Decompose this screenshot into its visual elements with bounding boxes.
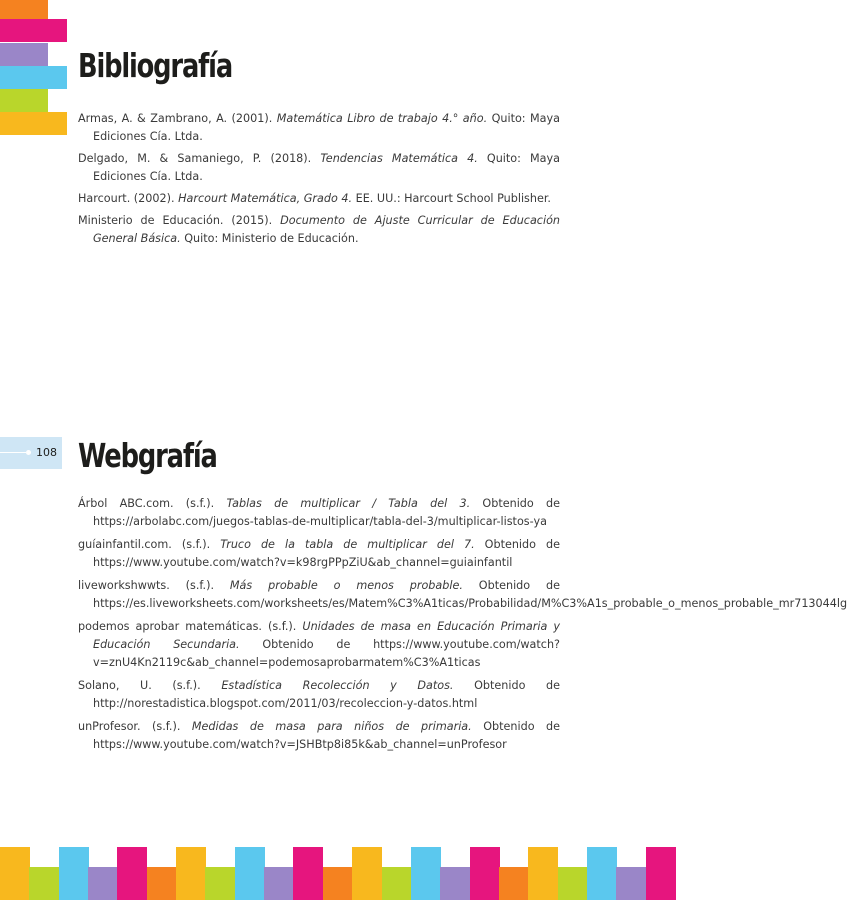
reference-author-year: podemos aprobar matemáticas. (s.f.). — [78, 620, 303, 633]
bibliography-list — [78, 110, 560, 252]
reference-source: Obtenido de https://www.youtube.com/watch?v=znU4Kn2119c&ab_channel=podemosaprobarmatem%C3%A1ticas — [93, 638, 560, 669]
reference-title: Estadística Recolección y Datos. — [221, 679, 454, 692]
reference-author-year: guíainfantil.com. (s.f.). — [78, 538, 221, 551]
reference-author-year: Árbol ABC.com. (s.f.). — [78, 497, 227, 510]
reference-entry — [78, 190, 560, 208]
decor-bottom-stripe — [323, 867, 353, 900]
reference-entry — [78, 718, 560, 754]
reference-entry — [78, 150, 560, 186]
bibliography-heading: Bibliografía — [78, 46, 233, 85]
page-number: 108 — [36, 446, 57, 459]
reference-title: Tablas de multiplicar / Tabla del 3. — [226, 497, 471, 510]
page-number-tab — [0, 437, 62, 469]
reference-source: Quito: Maya Ediciones Cía. Ltda. — [93, 112, 560, 143]
reference-source: Obtenido de https://es.liveworksheets.com/worksheets/es/Matem%C3%A1ticas/Probabilidad/M%C3%A1s_probable_o_menos_probable_mr713044lg — [93, 579, 847, 610]
decor-bottom-stripe — [264, 867, 294, 900]
decor-bottom-stripe — [0, 847, 30, 900]
reference-entry — [78, 618, 560, 672]
decor-bottom-stripe — [616, 867, 646, 900]
reference-title: Tendencias Matemática 4. — [320, 152, 478, 165]
decor-bottom-stripe — [88, 867, 118, 900]
decor-bottom-stripe — [587, 847, 617, 900]
reference-entry — [78, 212, 560, 248]
decor-stripe-lime — [0, 89, 48, 112]
reference-title: Unidades de masa en Educación Primaria y Educación Secundaria. — [93, 620, 560, 651]
reference-title: Harcourt Matemática, Grado 4. — [178, 192, 353, 205]
decor-bottom-stripe — [176, 847, 206, 900]
decor-bottom-stripe — [59, 847, 89, 900]
reference-author-year: liveworkshwwts. (s.f.). — [78, 579, 230, 592]
reference-author-year: Delgado, M. & Samaniego, P. (2018). — [78, 152, 321, 165]
webography-heading: Webgrafía — [78, 436, 217, 475]
reference-title: Matemática Libro de trabajo 4.° año. — [276, 112, 488, 125]
decor-stripe-magenta — [0, 19, 67, 42]
reference-author-year: unProfesor. (s.f.). — [78, 720, 192, 733]
reference-author-year: Ministerio de Educación. (2015). — [78, 214, 281, 227]
decor-bottom-stripe — [440, 867, 470, 900]
decor-bottom-stripe — [147, 867, 177, 900]
decor-stripe-yellow — [0, 112, 67, 135]
reference-title: Medidas de masa para niños de primaria. — [191, 720, 472, 733]
decor-bottom-stripe — [29, 867, 59, 900]
reference-source: EE. UU.: Harcourt School Publisher. — [352, 192, 551, 205]
reference-entry — [78, 677, 560, 713]
reference-entry — [78, 577, 847, 613]
decor-stripe-purple — [0, 43, 48, 66]
reference-source: Obtenido de http://norestadistica.blogspot.com/2011/03/recoleccion-y-datos.html — [93, 679, 561, 710]
reference-title: Truco de la tabla de multiplicar del 7. — [220, 538, 475, 551]
decor-stripe-cyan — [0, 66, 67, 89]
reference-source: Quito: Maya Ediciones Cía. Ltda. — [93, 152, 561, 183]
reference-entry — [78, 110, 560, 146]
decor-bottom-stripe — [352, 847, 382, 900]
webography-list — [78, 495, 847, 759]
reference-title: Documento de Ajuste Curricular de Educación General Básica. — [93, 214, 561, 245]
decor-bottom-stripe — [528, 847, 558, 900]
reference-source: Obtenido de https://arbolabc.com/juegos-tablas-de-multiplicar/tabla-del-3/multiplicar-listos-ya — [93, 497, 561, 528]
page-tab-line — [0, 452, 26, 453]
reference-title: Más probable o menos probable. — [229, 579, 463, 592]
reference-author-year: Harcourt. (2002). — [78, 192, 179, 205]
decor-bottom-stripe — [235, 847, 265, 900]
decor-bottom-stripe — [117, 847, 147, 900]
decor-bottom-stripe — [293, 847, 323, 900]
reference-author-year: Armas, A. & Zambrano, A. (2001). — [78, 112, 277, 125]
reference-entry — [78, 536, 560, 572]
reference-source: Obtenido de https://www.youtube.com/watch?v=JSHBtp8i85k&ab_channel=unProfesor — [93, 720, 560, 751]
decor-bottom-stripe — [411, 847, 441, 900]
page-tab-dot — [26, 450, 31, 455]
decor-bottom-stripe — [646, 847, 676, 900]
decor-bottom-stripe — [499, 867, 529, 900]
reference-entry — [78, 495, 560, 531]
decor-bottom-stripe — [470, 847, 500, 900]
reference-source: Obtenido de https://www.youtube.com/watch?v=k98rgPPpZiU&ab_channel=guiainfantil — [93, 538, 561, 569]
reference-source: Quito: Ministerio de Educación. — [180, 232, 359, 245]
decor-bottom-stripes — [0, 847, 675, 900]
decor-bottom-stripe — [382, 867, 412, 900]
decor-bottom-stripe — [205, 867, 235, 900]
reference-author-year: Solano, U. (s.f.). — [78, 679, 222, 692]
decor-bottom-stripe — [558, 867, 588, 900]
